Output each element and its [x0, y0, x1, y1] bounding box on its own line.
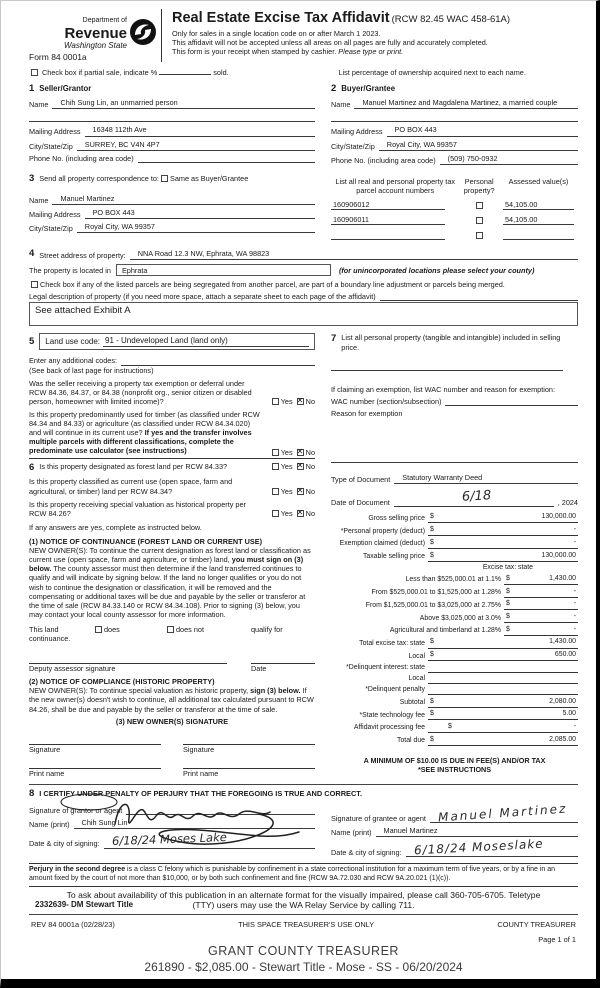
street-address-value[interactable]: NNA Road 12.3 NW, Ephrata, WA 98823: [130, 249, 578, 260]
excise-line-8[interactable]: $ -: [504, 626, 578, 636]
excise-label-2: Exemption claimed (deduct): [339, 540, 425, 548]
street-address-label: Street address of property:: [39, 251, 126, 260]
personal-property-checkbox-2[interactable]: [476, 217, 483, 224]
additional-codes-input[interactable]: [121, 357, 315, 366]
parcel-row: [331, 230, 578, 240]
minimum-fee-note: A MINIMUM OF $10.00 IS DUE IN FEE(S) AND/OR TAX: [363, 755, 546, 765]
excise-line-0[interactable]: $ 130,000.00: [428, 513, 578, 523]
rev-number: REV 84 0001a (02/28/23): [31, 919, 115, 929]
see-back-note: (See back of last page for instructions): [29, 365, 154, 375]
section3-number: 3: [29, 172, 35, 184]
q2-yes-checkbox[interactable]: [272, 449, 279, 456]
perjury-notice: Perjury in the second degree is a class C felony which is punishable by confinement in a state correctional institution for a maximum term of five years, or by a fine in an amount fixed by the court of not more than $10,000, or by both such confinement and fine (RCW 9A.72.030 and RCW 9A.20.021 (1)(c)).: [29, 863, 578, 887]
q4-yes-checkbox[interactable]: [272, 488, 279, 495]
form-title-block: [161, 9, 510, 62]
excise-label-14: Subtotal: [399, 699, 425, 707]
header-note-2: This affidavit will not be accepted unless all areas on all pages are fully and accurately completed.: [172, 38, 488, 48]
new-owners-signature-title: (3) NEW OWNER(S) SIGNATURE: [115, 716, 229, 726]
personal-property-line[interactable]: [331, 360, 563, 371]
wac-number-label: WAC number (section/subsection): [331, 396, 442, 406]
deputy-date-label: Date: [251, 664, 267, 674]
excise-label-6: From $1,525,000.01 to $3,025,000 at 2.75%: [365, 601, 501, 609]
washington-state-label: Washington State: [63, 40, 127, 50]
form-header: [29, 9, 578, 62]
excise-line-3[interactable]: $ 130,000.00: [428, 552, 578, 562]
excise-line-17[interactable]: $ 2,085.00: [428, 736, 578, 746]
excise-line-12[interactable]: [428, 682, 578, 684]
excise-line-15[interactable]: $ 5.00: [428, 710, 578, 720]
county-treasurer-label: COUNTY TREASURER: [497, 919, 576, 929]
q1-yes-checkbox[interactable]: [272, 398, 279, 405]
correspond-csz-value[interactable]: Royal City, WA 99357: [77, 222, 315, 233]
excise-label-8: Agricultural and timberland at 1.28%: [389, 627, 501, 635]
excise-line-5[interactable]: $ -: [504, 588, 578, 598]
correspondence-section: [29, 173, 315, 240]
owner-printname-label-1: Print name: [29, 768, 65, 778]
exemption-intro: If claiming an exemption, list WAC number and reason for exemption:: [331, 384, 556, 394]
located-in-label: The property is located in: [29, 265, 111, 275]
grantor-printname-label: Name (print): [29, 820, 70, 830]
owner-signature-line-2[interactable]: [183, 734, 315, 745]
grantee-printname-label: Name (print): [331, 827, 372, 837]
q3-no-checkbox[interactable]: [297, 463, 304, 470]
seller-csz-label: City/State/Zip: [29, 141, 73, 151]
section7-number: 7: [331, 333, 337, 345]
excise-label-0: Gross selling price: [368, 514, 425, 522]
correspond-mailing-label: Mailing Address: [29, 209, 81, 219]
parcel-table: [331, 173, 578, 240]
buyer-section: [331, 83, 578, 164]
excise-label-15: *State technology fee: [359, 711, 425, 719]
buyer-mailing-value[interactable]: PO BOX 443: [387, 125, 578, 136]
header-note-3: This form is your receipt when stamped by cashier. Please type or print.: [172, 47, 404, 57]
doc-type-value[interactable]: Statutory Warranty Deed: [394, 473, 578, 484]
section2-title: Buyer/Grantee: [341, 84, 396, 94]
excise-label-4: Less than $525,000.01 at 1.1%: [405, 576, 501, 584]
timber-question: Is this property predominantly used for timber (as classified under RCW 84.34 and 84.33) or agriculture (as classified under RCW 84.34.020) and will continue in its current use? If yes and the transfer involves multiple parcels with different classifications, complete the predominate use calculator (see instructions) Yes ✕ No: [29, 410, 315, 459]
wac-number-input[interactable]: [445, 397, 578, 406]
grantee-signature-label: Signature of grantee or agent: [331, 813, 426, 823]
legal-description-line: [380, 292, 578, 301]
grantee-printname-value[interactable]: Manuel Martinez: [376, 826, 578, 837]
land-use-section: [29, 333, 315, 350]
owner-printname-row: [29, 758, 315, 778]
see-instructions-note: *SEE INSTRUCTIONS: [417, 764, 492, 774]
seller-name-label: Name: [29, 100, 49, 110]
does-checkbox[interactable]: [95, 626, 102, 633]
deputy-row: [29, 653, 315, 673]
q2-no-checkbox[interactable]: [297, 449, 304, 456]
excise-line-2[interactable]: $ -: [428, 539, 578, 549]
excise-line-9[interactable]: $ 1,430.00: [428, 638, 578, 648]
seller-name-line2[interactable]: [29, 111, 315, 122]
grantee-signature-line[interactable]: [430, 801, 578, 825]
doc-date-input[interactable]: [394, 489, 554, 507]
reason-exemption-label: Reason for exemption: [331, 408, 403, 418]
excise-tax-table: [331, 513, 578, 745]
seller-phone-label: Phone No. (including area code): [29, 153, 134, 163]
seller-mailing-label: Mailing Address: [29, 127, 81, 137]
excise-label-5: From $525,000.01 to $1,525,000 at 1.28%: [371, 589, 501, 597]
owner-printname-line-2[interactable]: [183, 758, 315, 769]
excise-line-16[interactable]: $ -: [428, 723, 578, 733]
partial-sale-label: Check box if partial sale, indicate %: [42, 68, 158, 78]
assessed-value-1[interactable]: 54,105.00: [503, 200, 574, 210]
grantor-datecity-handwriting: 6/18/24 Moses Lake: [111, 830, 227, 849]
continuance-choice: This land does does not qualify for: [29, 624, 283, 634]
ownership-note: List percentage of ownership acquired next to each name.: [338, 68, 526, 78]
form-title-rcw: (RCW 82.45 WAC 458-61A): [391, 14, 511, 25]
footer-row: [29, 918, 578, 929]
certification-section: [29, 788, 578, 857]
owner-signature-row: [29, 734, 315, 754]
excise-label-7: Above $3,025,000 at 3.0%: [419, 614, 501, 622]
section4-number: 4: [29, 248, 35, 260]
grantor-signature-label: Signature of grantor or agent: [29, 805, 123, 815]
doc-date-year: , 2024: [557, 498, 578, 508]
seller-mailing-value[interactable]: 16348 112th Ave: [85, 125, 315, 136]
q5-no-checkbox[interactable]: [297, 510, 304, 517]
personal-property-section: [331, 333, 578, 351]
correspond-csz-label: City/State/Zip: [29, 223, 73, 233]
seller-section: [29, 83, 315, 164]
treasurer-use-label: THIS SPACE TREASURER'S USE ONLY: [238, 919, 375, 929]
parcel-col3-header: Assessed value(s): [508, 176, 569, 186]
exemption-question: Was the seller receiving a property tax exemption or deferral under RCW 84.36, 84.37, or 84.38 (nonprofit org., senior citizen or disabled person, homeowner with limited income)? Yes ✕ No: [29, 379, 315, 406]
excise-line-6[interactable]: $ -: [504, 600, 578, 610]
stamp-line-2: 261890 - $2,085.00 - Stewart Title - Mose - SS - 06/20/2024: [144, 960, 463, 975]
partial-sale-percent-input[interactable]: [159, 74, 211, 75]
notice2-title: (2) NOTICE OF COMPLIANCE (HISTORIC PROPERTY): [29, 677, 215, 687]
form-number: Form 84 0001a: [29, 51, 87, 62]
notice2-body: NEW OWNER(S): To continue special valuation as historic property, sign (3) below. If the new owner(s) doesn't wish to continue, all additional tax calculated pursuant to RCW 84.26, shall be due and payable by the seller or transferor at the time of sale.: [29, 686, 314, 714]
forest-land-question: 6 Is this property designated as forest land per RCW 84.33? Yes ✕ No: [29, 462, 315, 474]
excise-label-10: Local: [408, 652, 425, 660]
excise-label-9: Total excise tax: state: [359, 639, 425, 647]
excise-line-4[interactable]: $ 1,430.00: [504, 575, 578, 585]
page-indicator: Page 1 of 1: [538, 935, 576, 945]
parcel-col2-header: Personal property?: [463, 176, 495, 195]
excise-line-10[interactable]: $ 650.00: [428, 651, 578, 661]
same-as-buyer-label: Same as Buyer/Grantee: [169, 173, 249, 183]
buyer-phone-label: Phone No. (including area code): [331, 155, 436, 165]
section5-number: 5: [29, 336, 35, 348]
revenue-swirl-icon: [129, 18, 157, 46]
q4-no-checkbox[interactable]: [297, 488, 304, 495]
reason-line[interactable]: [331, 452, 578, 463]
escrow-reference: 2332639- DM Stewart Title: [35, 899, 134, 909]
excise-label-1: *Personal property (deduct): [340, 527, 425, 535]
certify-statement: I CERTIFY UNDER PENALTY OF PERJURY THAT THE FOREGOING IS TRUE AND CORRECT.: [39, 789, 363, 799]
buyer-mailing-label: Mailing Address: [331, 127, 383, 137]
q3-yes-checkbox[interactable]: [272, 463, 279, 470]
doc-date-handwriting: 6/18: [461, 488, 492, 505]
assessed-value-3[interactable]: [503, 230, 574, 240]
section2-number: 2: [331, 83, 337, 95]
grantor-printname-value[interactable]: Chih Sung Lin: [74, 818, 315, 829]
buyer-csz-value[interactable]: Royal City, WA 99357: [379, 140, 578, 151]
excise-label-16: Affidavit processing fee: [353, 724, 425, 732]
grantee-datecity-line[interactable]: [406, 836, 578, 858]
personal-property-checkbox-1[interactable]: [476, 202, 483, 209]
property-section: [29, 248, 578, 326]
deputy-signature-label: Deputy assessor signature: [29, 664, 116, 674]
correspond-name-label: Name: [29, 195, 49, 205]
doc-date-label: Date of Document: [331, 498, 390, 508]
continuance-word: continuance.: [29, 634, 71, 644]
excise-line-13[interactable]: [428, 693, 578, 695]
correspond-mailing-value[interactable]: PO BOX 443: [85, 208, 315, 219]
buyer-phone-value[interactable]: (509) 750-0932: [440, 154, 578, 165]
deputy-signature-line[interactable]: [29, 653, 227, 664]
excise-state-header: Excise tax: state: [482, 563, 533, 571]
q5-yes-checkbox[interactable]: [272, 510, 279, 517]
excise-label-12: Local: [408, 675, 425, 683]
parcel-row: [331, 200, 578, 210]
parcel-account-2[interactable]: 160906011: [331, 215, 445, 225]
historic-question: Is this property receiving special valuation as historical property per RCW 84.26? Yes ✕ No: [29, 500, 315, 518]
buyer-name-value[interactable]: Manuel Martinez and Magdalena Martinez, a married couple: [354, 98, 578, 109]
section8-number: 8: [29, 788, 35, 800]
parcel-account-1[interactable]: 160906012: [331, 200, 445, 210]
correspondence-intro: Send all property correspondence to:: [39, 173, 159, 183]
personal-property-text: List all personal property (tangible and intangible) included in selling price.: [341, 333, 561, 352]
excise-line-1[interactable]: $ -: [428, 526, 578, 536]
personal-property-checkbox-3[interactable]: [476, 232, 483, 239]
partial-sale-sold-label: sold.: [213, 68, 229, 78]
assessed-value-2[interactable]: 54,105.00: [503, 215, 574, 225]
located-in-input[interactable]: Ephrata: [116, 264, 331, 276]
owner-printname-label-2: Print name: [183, 768, 219, 778]
excise-line-11[interactable]: [428, 671, 578, 673]
excise-label-13: *Delinquent penalty: [365, 686, 425, 694]
notice1-title: (1) NOTICE OF CONTINUANCE (FOREST LAND OR CURRENT USE): [29, 536, 263, 546]
legal-description-label: Legal description of property (if you need more space, attach a separate sheet to each page of the affidavit): [29, 292, 376, 302]
current-use-question: Is this property classified as current use (open space, farm and agricultural, or timber) land per RCW 84.34? Yes ✕ No: [29, 477, 315, 495]
grantor-datecity-label: Date & city of signing:: [29, 839, 100, 849]
deputy-date-line[interactable]: [251, 653, 315, 664]
header-note-1: Only for sales in a single location code on or after March 1 2023.: [172, 29, 381, 39]
grantee-datecity-label: Date & city of signing:: [331, 847, 402, 857]
partial-sale-checkbox[interactable]: [31, 69, 38, 76]
dept-of-label: Department of: [82, 17, 127, 24]
notice1-body: NEW OWNER(S): To continue the current designation as forest land or classification as current use (open space, farm and agriculture, or timber) land, you must sign on (3) below. The county assessor must then determine if the land transferred continues to qualify and will indicate by signing below. If the land no longer qualifies or you do not wish to continue the designation or classification, it will be removed and the compensating or additional taxes will be due and payable by the seller or transferor at the time of sale (RCW 84.33.140 or RCW 84.34.108). Prior to signing (3) below, you may contact your local county assessor for more information.: [29, 546, 311, 619]
dor-logo: [29, 9, 157, 62]
county-note: (for unincorporated locations please select your county): [338, 265, 535, 275]
legal-description-box[interactable]: See attached Exhibit A: [29, 302, 578, 326]
parcel-row: [331, 215, 578, 225]
seller-name-value[interactable]: Chih Sung Lin, an unmarried person: [52, 98, 315, 109]
grantee-signature-handwriting: Manuel Martinez: [437, 801, 568, 825]
if-any-note: If any answers are yes, complete as instructed below.: [29, 522, 202, 532]
owner-signature-label-1: Signature: [29, 744, 61, 754]
owner-signature-label-2: Signature: [183, 744, 215, 754]
buyer-name-line2[interactable]: [331, 111, 578, 122]
excise-label-3: Taxable selling price: [362, 553, 425, 560]
doc-type-label: Type of Document: [331, 474, 391, 484]
owner-printname-line-1[interactable]: [29, 758, 161, 769]
land-use-label: Land use code:: [45, 337, 101, 347]
excise-line-7[interactable]: $ -: [504, 613, 578, 623]
grantor-datecity-line[interactable]: [104, 832, 315, 848]
owner-signature-line-1[interactable]: [29, 734, 161, 745]
seller-phone-value[interactable]: [138, 154, 315, 163]
additional-codes-label: Enter any additional codes:: [29, 356, 118, 366]
stamp-line-1: GRANT COUNTY TREASURER: [208, 944, 399, 959]
buyer-name-label: Name: [331, 100, 351, 110]
excise-label-17: Total due: [397, 737, 425, 745]
section6-number: 6: [29, 461, 35, 473]
correspond-name-value[interactable]: Manuel Martinez: [52, 194, 315, 205]
excise-line-14[interactable]: $ 2,080.00: [428, 698, 578, 708]
grantee-datecity-handwriting: 6/18/24 Moseslake: [413, 836, 544, 858]
q1-no-checkbox[interactable]: [297, 398, 304, 405]
parcel-col1-header: List all real and personal property tax parcel account numbers: [335, 176, 456, 195]
form-title: Real Estate Excise Tax Affidavit: [172, 10, 390, 26]
section1-title: Seller/Grantor: [39, 84, 92, 94]
excise-label-11: *Delinquent interest: state: [346, 663, 425, 671]
segregated-checkbox[interactable]: [31, 281, 38, 288]
segregated-label: Check box if any of the listed parcels are being segregated from another parcel, are part of a boundary line adjustment or parcels being merged.: [40, 280, 505, 290]
accessibility-note: To ask about availability of this publication in an alternate format for the visually impaired, please call 360-705-6705. Teletype (TTY) users may use the WA Relay Service by calling 711. 2332639- DM Stewart Title: [35, 889, 541, 911]
buyer-csz-label: City/State/Zip: [331, 141, 375, 151]
treasurer-stamp: [29, 944, 578, 975]
parcel-account-3[interactable]: [331, 230, 445, 240]
does-not-checkbox[interactable]: [167, 626, 174, 633]
section1-number: 1: [29, 83, 35, 95]
same-as-buyer-checkbox[interactable]: [161, 175, 168, 182]
revenue-wordmark: Revenue: [64, 24, 127, 42]
land-use-value[interactable]: 91 - Undeveloped Land (land only): [103, 336, 309, 347]
partial-sale-row: [29, 68, 578, 77]
grantor-signature-line[interactable]: [126, 806, 315, 815]
seller-csz-value[interactable]: SURREY, BC V4N 4P7: [77, 140, 315, 151]
